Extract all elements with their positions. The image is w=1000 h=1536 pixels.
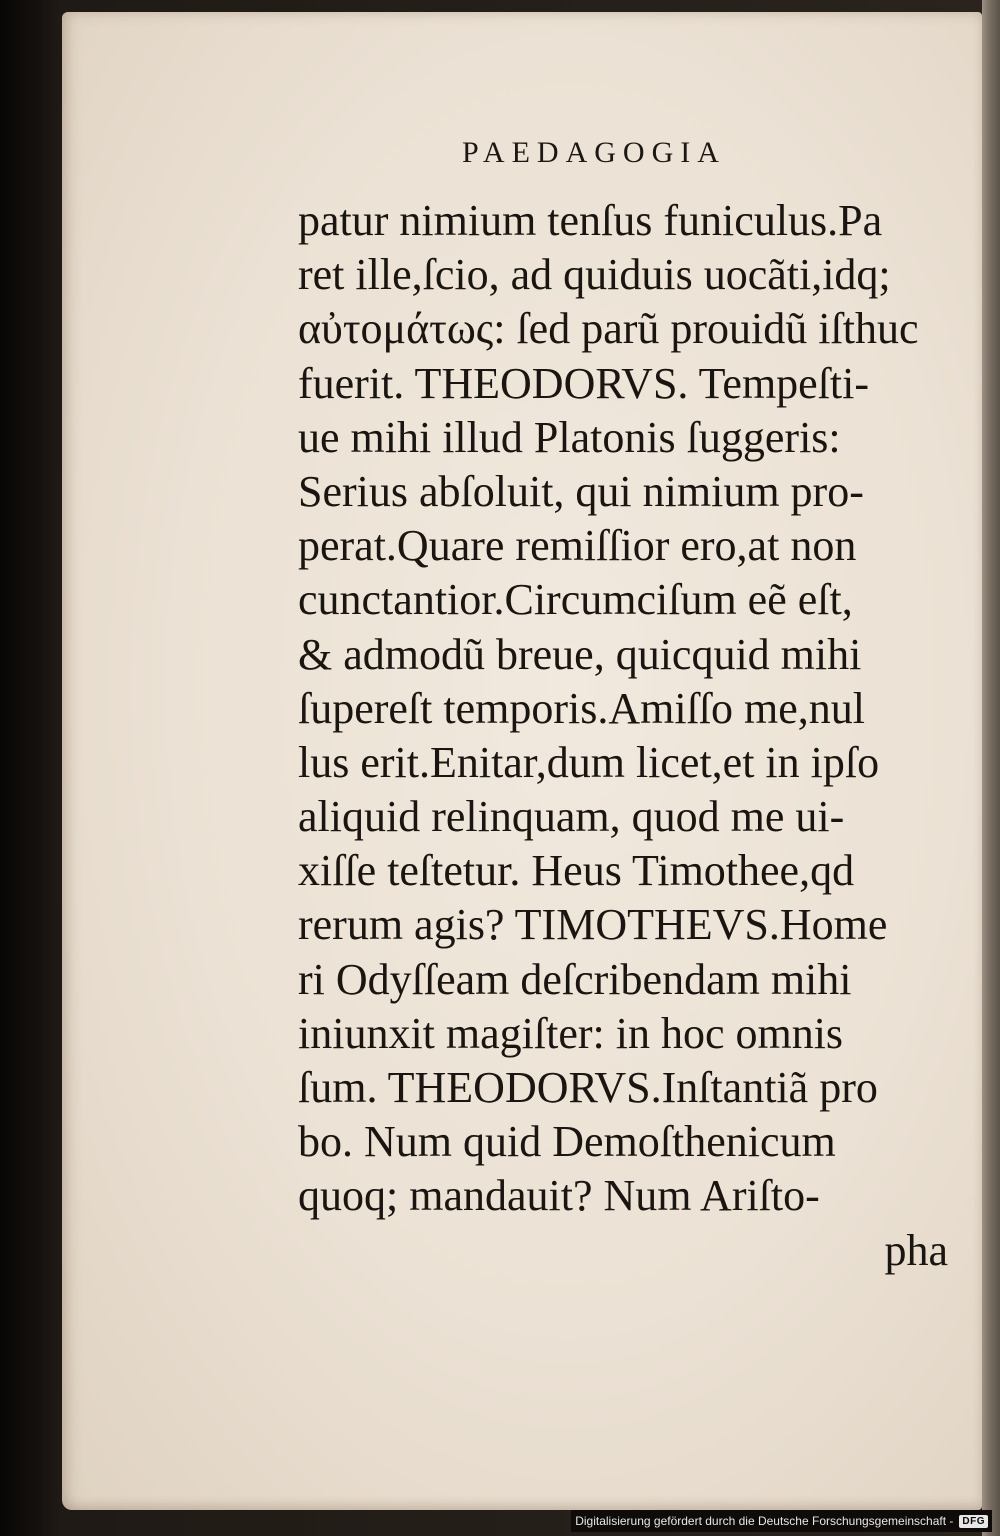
text-line: perat.Quare remiſſior ero,at non bbox=[298, 521, 857, 571]
text-line: ſum. THEODORVS.Inſtantiã pro bbox=[298, 1063, 878, 1112]
text-line: quoq; mandauit? Num Ariſto- bbox=[298, 1171, 820, 1221]
text-line: ſupereſt temporis.Amiſſo me,nul bbox=[298, 683, 866, 733]
text-line: lus erit.Enitar,dum licet,et in ipſo bbox=[298, 737, 880, 787]
adjacent-page-edge bbox=[982, 0, 1000, 1536]
digitization-credit bbox=[571, 1510, 992, 1532]
text-line: bo. Num quid Demoſthenicum bbox=[298, 1117, 836, 1167]
text-line: ri Odyſſeam deſcribendam mihi bbox=[298, 954, 852, 1004]
text-line: fuerit. THEODORVS. Tempeſti- bbox=[298, 358, 870, 408]
dfg-logo-icon: DFG bbox=[959, 1515, 988, 1528]
text-line: ret ille,ſcio, ad quiduis uocãti,idq; bbox=[298, 250, 891, 300]
text-line: ue mihi illud Platonis ſuggeris: bbox=[298, 412, 841, 462]
text-line: αὐτομάτως: ſed parũ prouidũ iſthuc bbox=[298, 304, 919, 354]
text-line: iniunxit magiſter: in hoc omnis bbox=[298, 1008, 844, 1058]
text-line: Serius abſoluit, qui nimium pro- bbox=[298, 466, 864, 516]
text-line: & admodũ breue, quicquid mihi bbox=[298, 629, 862, 679]
text-line: patur nimium tenſus funiculus.Pa bbox=[298, 196, 883, 245]
text-line: rerum agis? TIMOTHEVS.Home bbox=[298, 900, 888, 950]
catchword: pha bbox=[884, 1225, 948, 1275]
text-line: xiſſe teſtetur. Heus Timothee,qd bbox=[298, 846, 855, 896]
text-line: cunctantior.Circumciſum eẽ eſt, bbox=[298, 575, 853, 625]
running-head: PAEDAGOGIA bbox=[462, 136, 726, 169]
credit-text: Digitalisierung gefördert durch die Deutsche Forschungsgemeinschaft - bbox=[575, 1514, 954, 1528]
body-text bbox=[298, 194, 948, 1278]
text-line: aliquid relinquam, quod me ui- bbox=[298, 792, 845, 842]
